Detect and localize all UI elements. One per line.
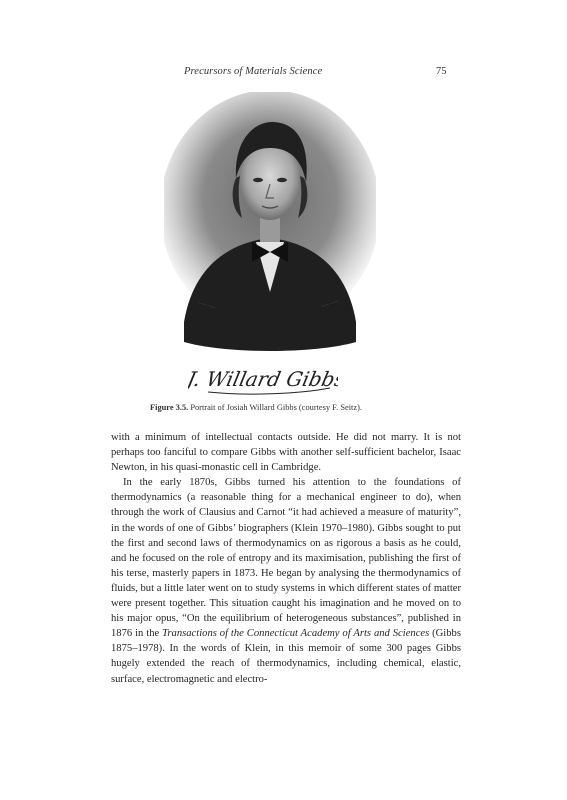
- figure-caption: [150, 403, 430, 412]
- running-head: Precursors of Materials Science: [184, 66, 323, 77]
- caption-label: Figure 3.5.: [150, 403, 189, 412]
- engraved-portrait-image: [164, 92, 376, 368]
- paragraph-2-part-b: (Gibbs 1875–1978). In the words of Klein, in this memoir of some 300 pages Gibbs hugely extended the reach of thermodynamics, including chemical, elastic, surface, electromagnetic and electro-: [111, 628, 461, 685]
- page-number: 75: [436, 66, 447, 77]
- journal-title: Transactions of the Connecticut Academy of Arts and Sciences: [162, 628, 430, 640]
- signature-figure: [188, 358, 338, 398]
- paragraph-1: with a minimum of intellectual contacts outside. He did not marry. It is not perhaps too fanciful to compare Gibbs with another self-sufficient bachelor, Isaac Newton, in his quasi-monastic cell in Cambridge.: [111, 432, 461, 474]
- svg-text:~~~ ~~~: ~~~ ~~~: [197, 301, 216, 312]
- svg-text:~~~ ~~~: ~~~ ~~~: [321, 299, 340, 310]
- paragraph-2: [111, 475, 461, 686]
- caption-text: Portrait of Josiah Willard Gibbs (courtesy F. Seitz).: [190, 403, 362, 412]
- body-text: [111, 430, 461, 687]
- svg-text:J. Willard Gibbs: J. Willard Gibbs: [188, 367, 338, 391]
- portrait-figure: [164, 92, 376, 368]
- handwritten-signature: [188, 358, 338, 398]
- paragraph-2-part-a: In the early 1870s, Gibbs turned his attention to the foundations of thermodynamics (a reasonable thing for a mechanical engineer to do), when through the work of Clausius and Carnot “it had achieved a measure of maturity”, in the words of one of Gibbs’ biographers (Klein 1970–1980). Gibbs sought to put the first and second laws of thermodynamics on as rigorous a basis as he could, and he focused on the role of entropy and its maximisation, publishing the first of his terse, masterly papers in 1873. He began by analysing the thermodynamics of fluids, but a little later went on to study systems in which different states of matter were present together. This situation caught his imagination and he moved on to his major opus, “On the equilibrium of heterogeneous substances”, published in 1876 in the: [111, 477, 461, 640]
